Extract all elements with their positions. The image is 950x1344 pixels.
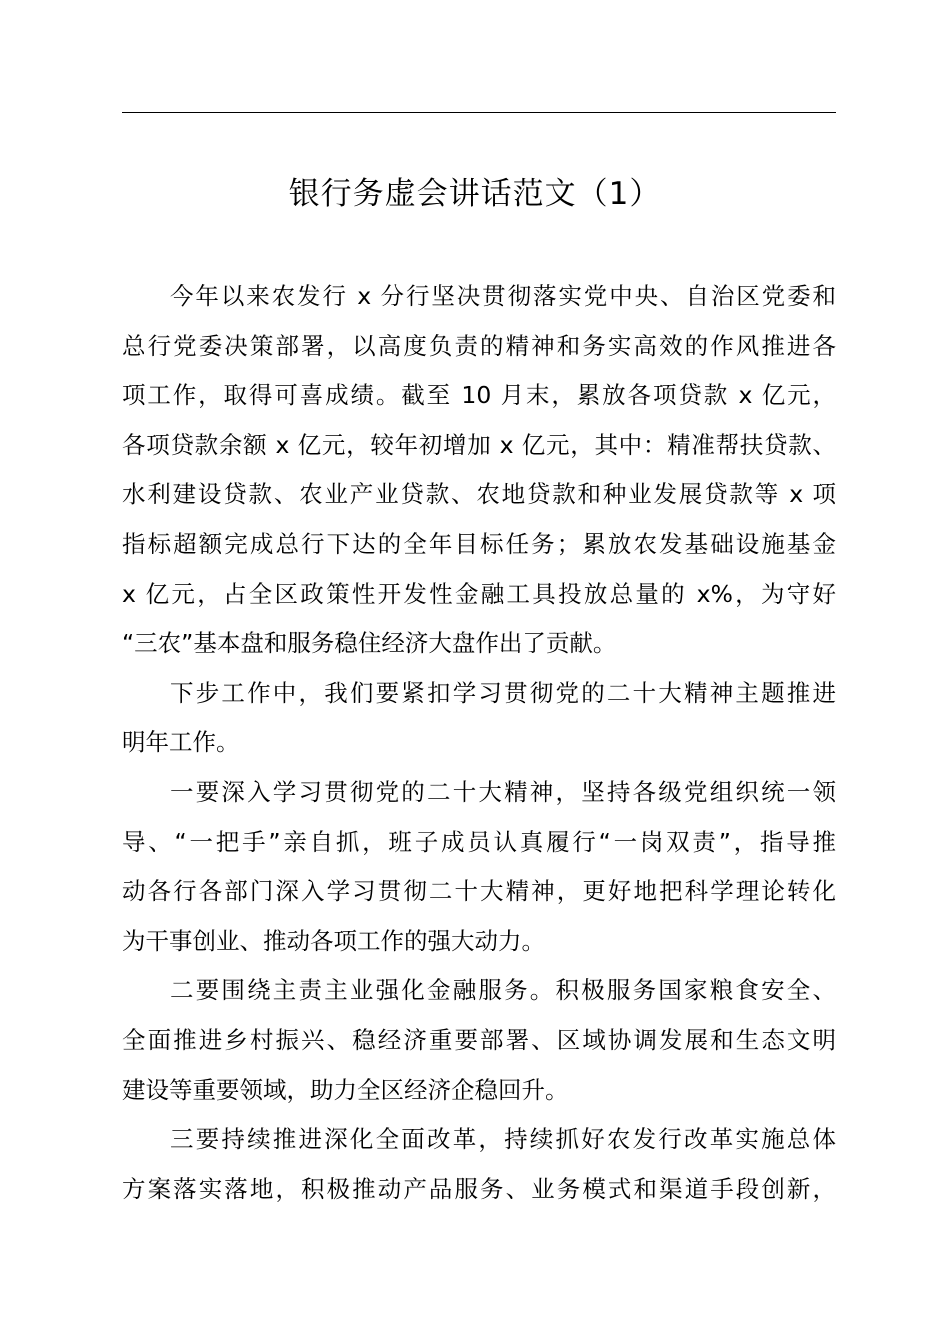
- text-line: 明年工作。: [122, 728, 240, 757]
- text-line: 动各行各部门深入学习贯彻二十大精神，更好地把科学理论转化: [122, 877, 836, 906]
- text-line: 为干事创业、推动各项工作的强大动力。: [122, 926, 545, 955]
- text-line: 三要持续推进深化全面改革，持续抓好农发行改革实施总体: [170, 1125, 836, 1154]
- text-line: 水利建设贷款、农业产业贷款、农地贷款和种业发展贷款等 x 项: [122, 480, 836, 509]
- paragraph-next-steps: [122, 669, 836, 768]
- text-line: 一要深入学习贯彻党的二十大精神，坚持各级党组织统一领: [170, 777, 836, 806]
- text-line: 建设等重要领域，助力全区经济企稳回升。: [122, 1075, 569, 1104]
- text-line: 项工作，取得可喜成绩。截至 10 月末，累放各项贷款 x 亿元，: [122, 381, 836, 410]
- text-line: 导、“一把手”亲自抓，班子成员认真履行“一岗双责”，指导推: [122, 827, 836, 856]
- text-line: 各项贷款余额 x 亿元，较年初增加 x 亿元，其中：精准帮扶贷款、: [122, 430, 836, 459]
- text-line: 二要围绕主责主业强化金融服务。积极服务国家粮食安全、: [170, 976, 836, 1005]
- document-body: [122, 272, 836, 1214]
- paragraph-point-one: [122, 768, 836, 966]
- text-line: 方案落实落地，积极推动产品服务、业务模式和渠道手段创新，: [122, 1174, 836, 1203]
- paragraph-point-two: [122, 966, 836, 1115]
- document-title: 银行务虚会讲话范文（1）: [288, 176, 662, 212]
- text-line: 全面推进乡村振兴、稳经济重要部署、区域协调发展和生态文明: [122, 1025, 836, 1054]
- paragraph-point-three: [122, 1115, 836, 1214]
- text-line: 总行党委决策部署，以高度负责的精神和务实高效的作风推进各: [122, 331, 836, 360]
- text-line: x 亿元，占全区政策性开发性金融工具投放总量的 x%，为守好: [122, 579, 836, 608]
- paragraph-summary: [122, 272, 836, 669]
- text-line: 下步工作中，我们要紧扣学习贯彻党的二十大精神主题推进: [170, 678, 836, 707]
- text-line: 今年以来农发行 x 分行坚决贯彻落实党中央、自治区党委和: [170, 282, 836, 310]
- text-line: “三农”基本盘和服务稳住经济大盘作出了贡献。: [122, 629, 617, 658]
- header-rule: [122, 112, 836, 113]
- text-line: 指标超额完成总行下达的全年目标任务；累放农发基础设施基金: [122, 529, 836, 558]
